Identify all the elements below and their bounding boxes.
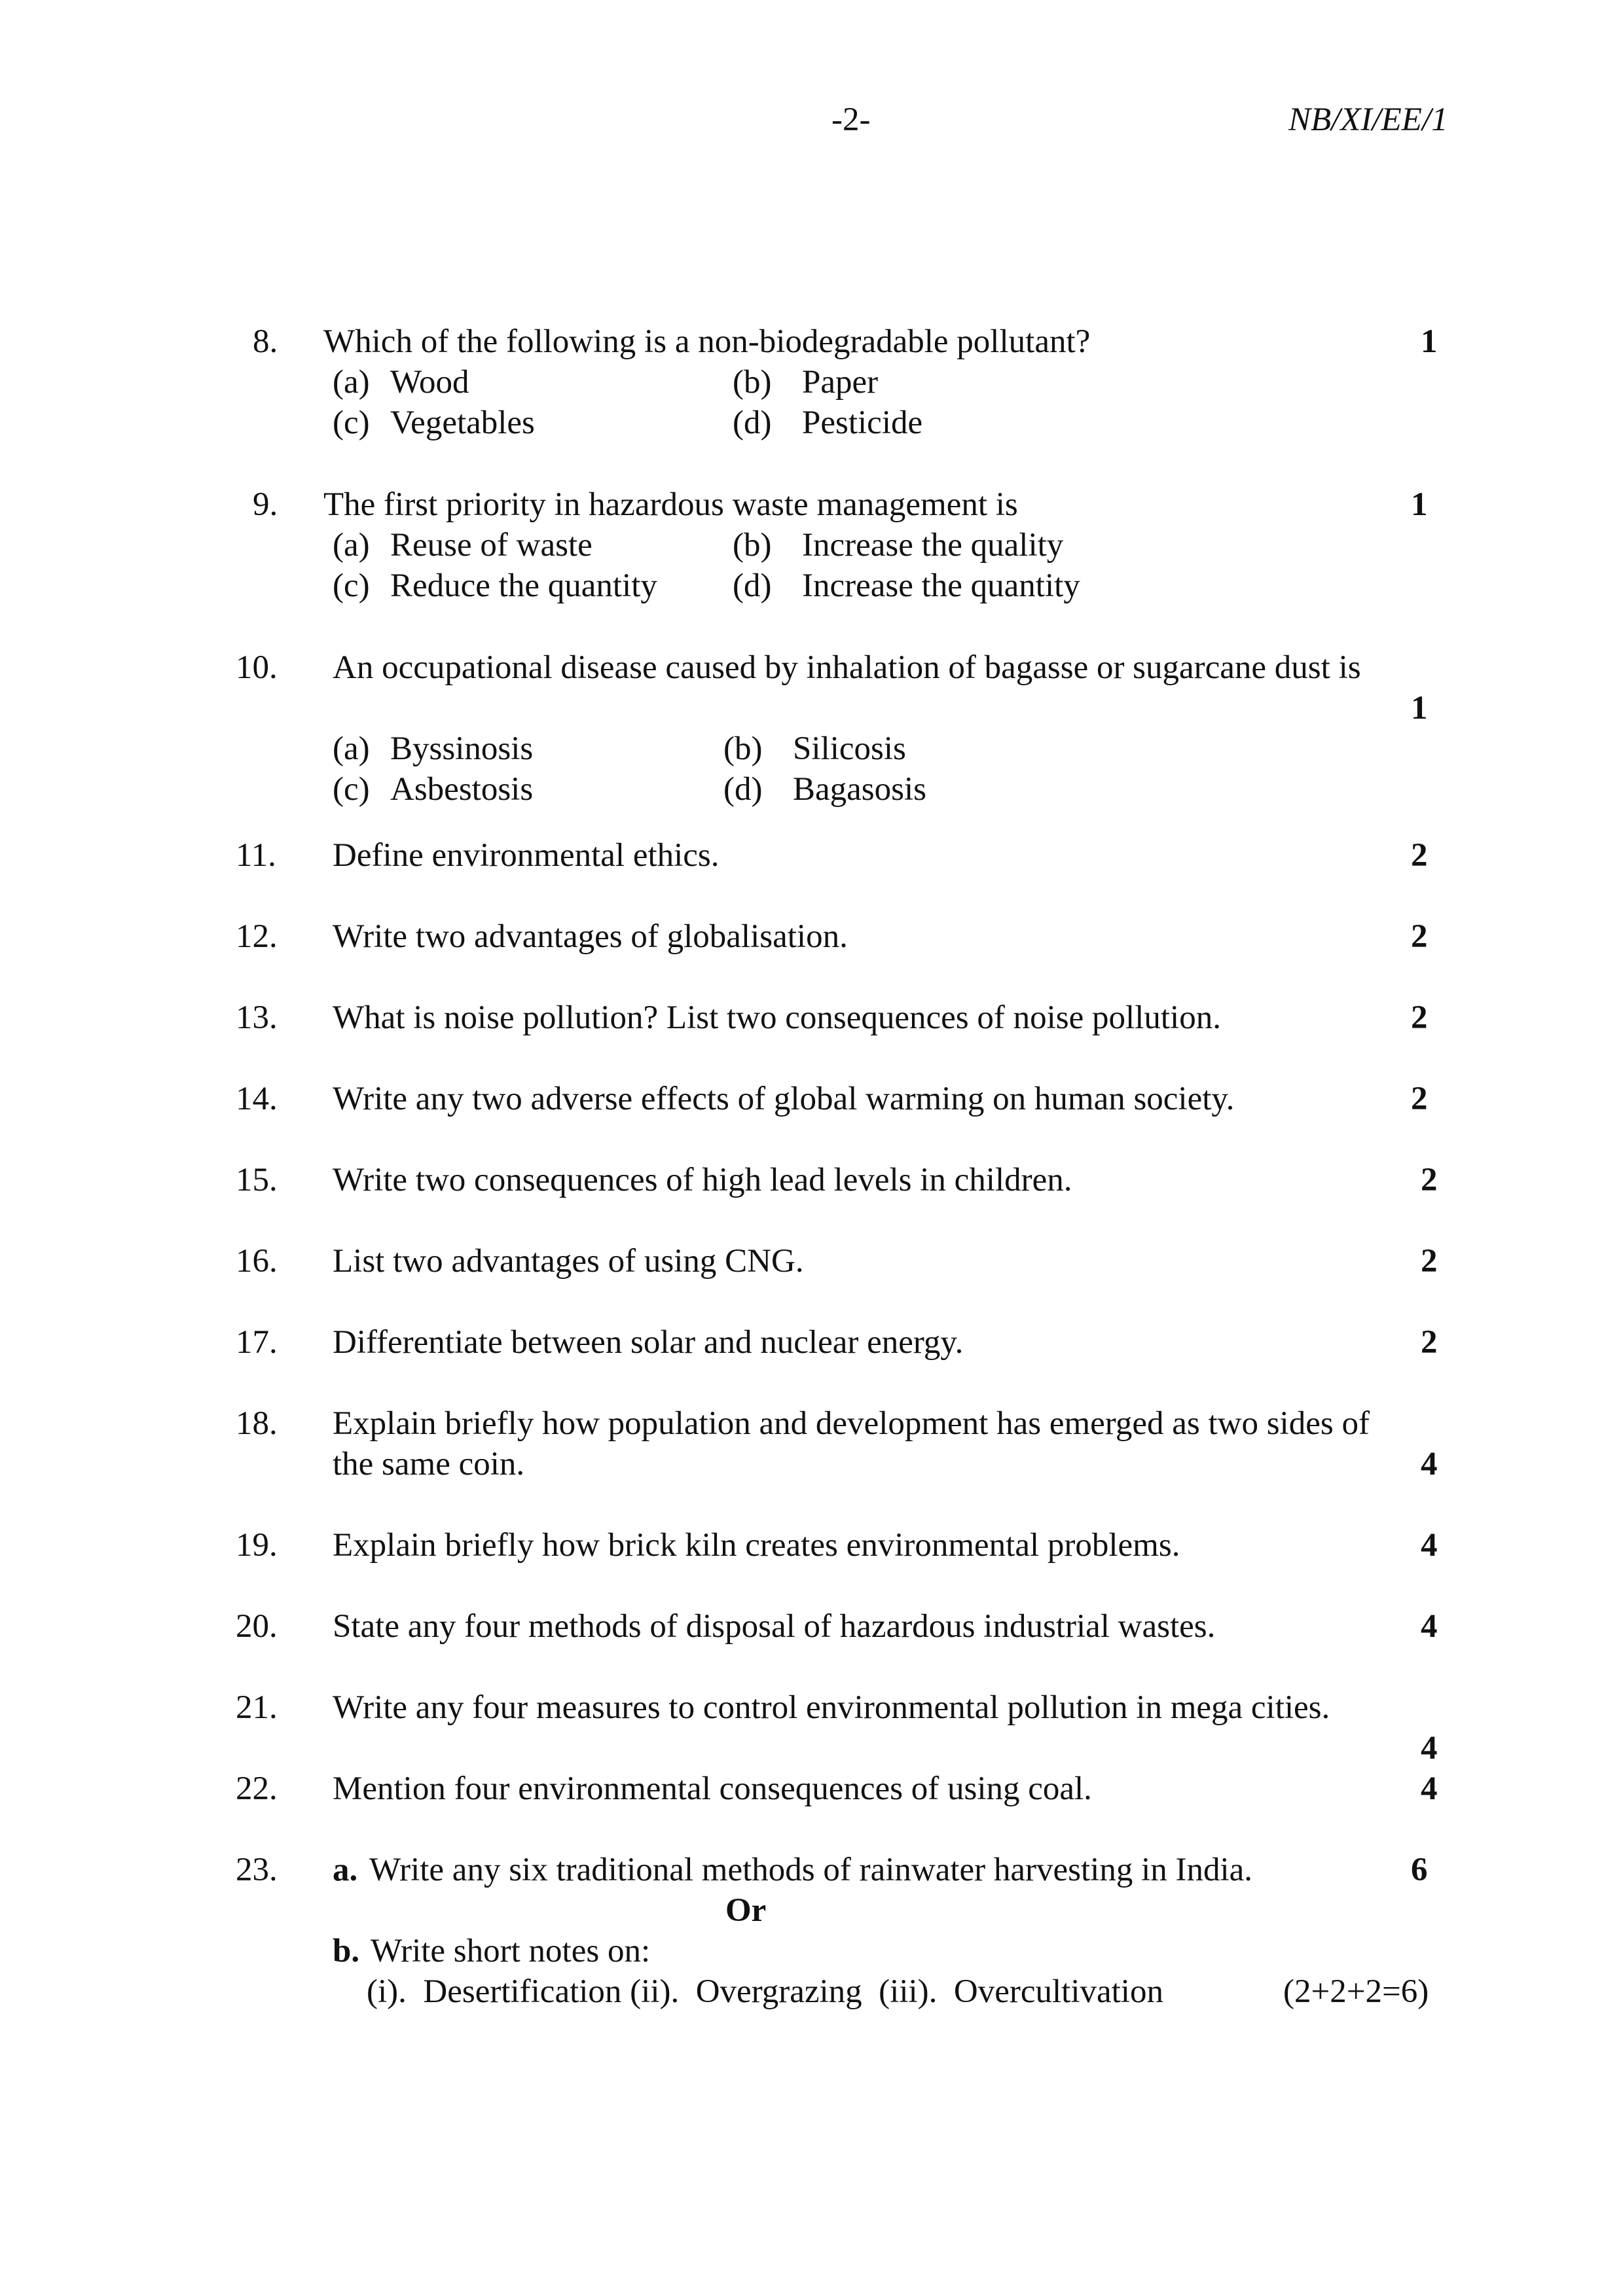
- marks: 1: [1411, 690, 1428, 726]
- option-c-text: Vegetables: [390, 404, 535, 441]
- marks: 2: [1421, 1324, 1438, 1361]
- option-b-text: Increase the quality: [802, 527, 1064, 564]
- option-a-text: Reuse of waste: [390, 527, 593, 564]
- part-b-marks: (2+2+2=6): [1283, 1973, 1429, 2010]
- option-a-label: (a): [333, 364, 370, 401]
- option-b-text: Paper: [802, 364, 879, 401]
- part-a-label: a.: [333, 1852, 358, 1888]
- question-number: 14.: [236, 1081, 278, 1117]
- question-text: Differentiate between solar and nuclear energy.: [333, 1324, 964, 1361]
- paper-code: NB/XI/EE/1: [1288, 101, 1448, 138]
- option-d-text: Increase the quantity: [802, 567, 1080, 604]
- question-text: Write any two adverse effects of global warming on human society.: [333, 1081, 1235, 1117]
- option-b-label: (b): [723, 730, 763, 767]
- option-c-text: Reduce the quantity: [390, 567, 657, 604]
- option-d-text: Pesticide: [802, 404, 923, 441]
- marks: 2: [1421, 1162, 1438, 1198]
- question-text: Write two advantages of globalisation.: [333, 918, 848, 955]
- question-text: Which of the following is a non-biodegradable pollutant?: [323, 323, 1091, 360]
- option-c-text: Asbestosis: [390, 771, 534, 808]
- question-number: 9.: [253, 486, 278, 523]
- marks: 2: [1411, 837, 1428, 874]
- part-b-text: Write short notes on:: [371, 1933, 651, 1969]
- question-text: Explain briefly how brick kiln creates environmental problems.: [333, 1527, 1180, 1564]
- option-b-label: (b): [733, 527, 772, 564]
- marks: 4: [1421, 1730, 1438, 1767]
- question-number: 12.: [236, 918, 278, 955]
- question-text: State any four methods of disposal of hazardous industrial wastes.: [333, 1608, 1216, 1645]
- option-a-label: (a): [333, 527, 370, 564]
- option-c-label: (c): [333, 404, 370, 441]
- option-a-text: Wood: [390, 364, 469, 401]
- marks: 1: [1411, 486, 1428, 523]
- question-text: Write two consequences of high lead levels in children.: [333, 1162, 1072, 1198]
- option-c-label: (c): [333, 771, 370, 808]
- question-number: 21.: [236, 1689, 278, 1726]
- marks: 4: [1421, 1608, 1438, 1645]
- question-text: Define environmental ethics.: [333, 837, 720, 874]
- marks: 1: [1421, 323, 1438, 360]
- option-a-label: (a): [333, 730, 370, 767]
- question-text: Mention four environmental consequences of using coal.: [333, 1770, 1092, 1807]
- question-number: 10.: [236, 649, 278, 686]
- marks: 2: [1411, 918, 1428, 955]
- question-number: 17.: [236, 1324, 278, 1361]
- marks: 4: [1421, 1770, 1438, 1807]
- part-b-items: (i). Desertification (ii). Overgrazing (iii). Overcultivation: [367, 1973, 1163, 2010]
- marks: 2: [1411, 1081, 1428, 1117]
- option-d-text: Bagasosis: [793, 771, 926, 808]
- question-text-line-1: Explain briefly how population and development has emerged as two sides of: [333, 1405, 1370, 1442]
- or-separator: Or: [725, 1892, 767, 1929]
- question-number: 15.: [236, 1162, 278, 1198]
- option-b-label: (b): [733, 364, 772, 401]
- part-a-text: Write any six traditional methods of rainwater harvesting in India.: [369, 1852, 1253, 1888]
- option-d-label: (d): [733, 404, 772, 441]
- marks: 2: [1411, 999, 1428, 1036]
- marks: 6: [1411, 1852, 1428, 1888]
- option-d-label: (d): [733, 567, 772, 604]
- question-number: 22.: [236, 1770, 278, 1807]
- question-text: The first priority in hazardous waste management is: [323, 486, 1018, 523]
- marks: 4: [1421, 1527, 1438, 1564]
- question-text: Write any four measures to control environmental pollution in mega cities.: [333, 1689, 1330, 1726]
- option-c-label: (c): [333, 567, 370, 604]
- part-b-label: b.: [333, 1933, 360, 1969]
- question-number: 13.: [236, 999, 278, 1036]
- question-number: 23.: [236, 1852, 278, 1888]
- question-number: 8.: [253, 323, 278, 360]
- option-d-label: (d): [723, 771, 763, 808]
- option-a-text: Byssinosis: [390, 730, 534, 767]
- question-number: 20.: [236, 1608, 278, 1645]
- page-number: -2-: [831, 101, 871, 138]
- marks: 2: [1421, 1243, 1438, 1280]
- marks: 4: [1421, 1446, 1438, 1482]
- option-b-text: Silicosis: [793, 730, 906, 767]
- question-text-line-2: the same coin.: [333, 1446, 525, 1482]
- question-number: 19.: [236, 1527, 278, 1564]
- question-number: 16.: [236, 1243, 278, 1280]
- question-number: 18.: [236, 1405, 278, 1442]
- question-text: What is noise pollution? List two consequences of noise pollution.: [333, 999, 1221, 1036]
- question-text: List two advantages of using CNG.: [333, 1243, 804, 1280]
- question-number: 11.: [236, 837, 276, 874]
- question-text: An occupational disease caused by inhalation of bagasse or sugarcane dust is: [333, 649, 1361, 686]
